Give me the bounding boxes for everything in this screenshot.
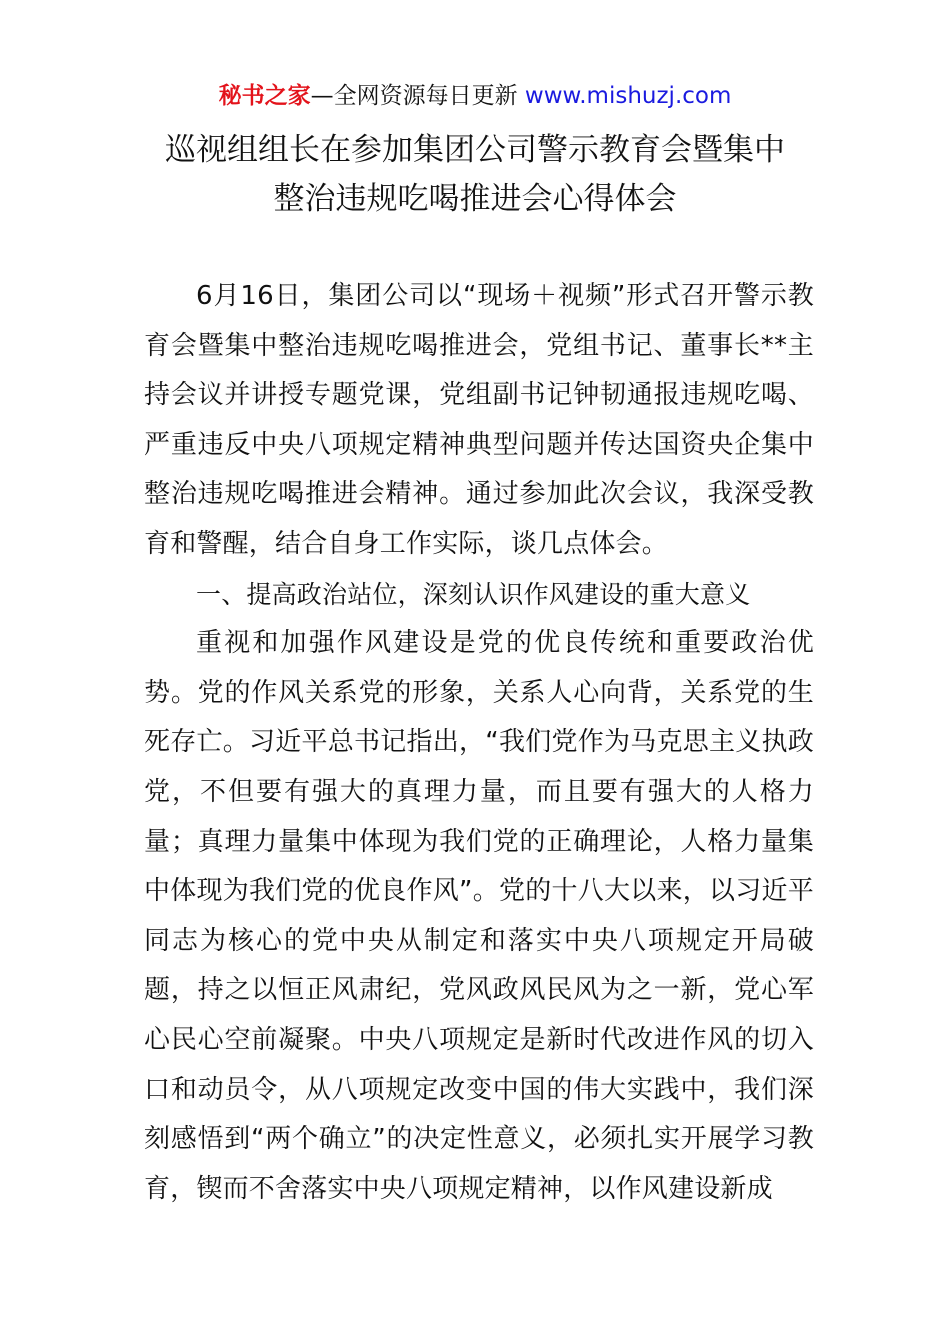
paragraph-section-1: 重视和加强作风建设是党的优良传统和重要政治优势。党的作风关系党的形象，关系人心向背，关系党的生死存亡。习近平总书记指出，“我们党作为马克思主义执政党，不但要有强大的真理力量，而且要有强大的人格力量；真理力量集中体现为我们党的正确理论，人格力量集中体现为我们党的优良作风”。党的十八大以来，以习近平同志为核心的党中央从制定和落实中央八项规定开局破题，持之以恒正风肃纪，党风政风民风为之一新，党心军心民心空前凝聚。中央八项规定是新时代改进作风的切入口和动员令，从八项规定改变中国的伟大实践中，我们深刻感悟到“两个确立”的决定性意义，必须扎实开展学习教育，锲而不舍落实中央八项规定精神，以作风建设新成 <box>144 628 814 1204</box>
site-header <box>0 80 950 112</box>
title-line-1: 巡视组组长在参加集团公司警示教育会暨集中 <box>165 132 785 168</box>
paragraph-intro: 6月16日，集团公司以“现场＋视频”形式召开警示教育会暨集中整治违规吃喝推进会，党组书记、董事长**主持会议并讲授专题党课，党组副书记钟韧通报违规吃喝、严重违反中央八项规定精神典型问题并传达国资央企集中整治违规吃喝推进会精神。通过参加此次会议，我深受教育和警醒，结合自身工作实际，谈几点体会。 <box>144 281 814 559</box>
document-title <box>100 126 850 224</box>
header-tagline: —全网资源每日更新 <box>310 83 525 109</box>
document-body <box>144 272 814 1214</box>
brand-name: 秘书之家 <box>218 83 311 109</box>
section-heading-1: 一、提高政治站位，深刻认识作风建设的重大意义 <box>196 579 751 609</box>
site-url-link[interactable]: www.mishuzj.com <box>524 83 732 109</box>
title-line-2: 整治违规吃喝推进会心得体会 <box>273 181 677 217</box>
